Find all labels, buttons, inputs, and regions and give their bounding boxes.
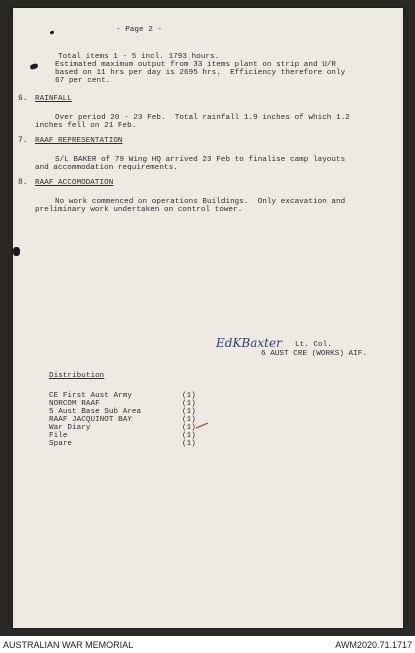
section-line: S/L BAKER of 79 Wing HQ arrived 23 Feb to finalise camp layouts — [55, 156, 346, 164]
distribution-recipient: RAAF JACQUINOT BAY — [49, 416, 132, 424]
distribution-quantity: (1) — [182, 416, 196, 424]
distribution-quantity: (1) — [182, 440, 196, 448]
section-line: Over period 20 - 23 Feb. Total rainfall 1.9 inches of which 1.2 — [55, 114, 350, 122]
punch-hole-low — [13, 247, 20, 256]
distribution-quantity: (1) — [182, 392, 196, 400]
section-number: 8. — [18, 178, 28, 187]
distribution-recipient: 5 Aust Base Sub Area — [49, 408, 142, 416]
intro-line-3: based on 11 hrs per day is 2695 hrs. Efficiency therefore only — [55, 69, 346, 77]
section-line: No work commenced on operations Buildings. Only excavation and — [55, 198, 346, 206]
section-line: and accommodation requirements. — [35, 164, 178, 172]
document-page — [13, 8, 403, 628]
archive-footer — [0, 636, 415, 653]
section-number: 6. — [18, 94, 28, 103]
page-header: - Page 2 - — [116, 26, 163, 34]
distribution-recipient: Spare — [49, 440, 73, 448]
distribution-quantity: (1) — [182, 432, 196, 440]
handwritten-signature: EdKBaxter — [216, 336, 282, 350]
punch-hole-top — [50, 30, 55, 35]
intro-line-2: Estimated maximum output from 33 items plant on strip and U/R — [55, 61, 337, 69]
footer-institution: AUSTRALIAN WAR MEMORIAL — [3, 640, 134, 650]
section-line: preliminary work undertaken on control tower. — [35, 206, 243, 214]
section-heading: RAAF ACCOMODATION — [35, 179, 114, 187]
distribution-quantity: (1) — [182, 408, 196, 416]
section-line: inches fell on 21 Feb. — [35, 122, 137, 130]
distribution-recipient: CE First Aust Army — [49, 392, 132, 400]
distribution-quantity: (1) — [182, 400, 196, 408]
intro-line-1: Total items 1 - 5 incl. 1793 hours. — [58, 53, 220, 61]
section-heading: RAAF REPRESENTATION — [35, 137, 123, 145]
signature-unit: 6 AUST CRE (WORKS) AIF. — [261, 350, 367, 358]
footer-accession-number: AWM2020.71.1717 — [335, 640, 412, 650]
intro-line-4: 67 per cent. — [55, 77, 111, 85]
red-pencil-tick — [195, 421, 209, 429]
section-number: 7. — [18, 136, 28, 145]
distribution-heading: Distribution — [49, 372, 105, 380]
punch-hole-mid — [29, 63, 38, 70]
signature-rank: Lt. Col. — [295, 341, 332, 349]
distribution-recipient: War Diary — [49, 424, 91, 432]
distribution-recipient: File — [49, 432, 68, 440]
section-heading: RAINFALL — [35, 95, 72, 103]
distribution-quantity: (1) — [182, 424, 196, 432]
distribution-recipient: NORCOM RAAF — [49, 400, 100, 408]
